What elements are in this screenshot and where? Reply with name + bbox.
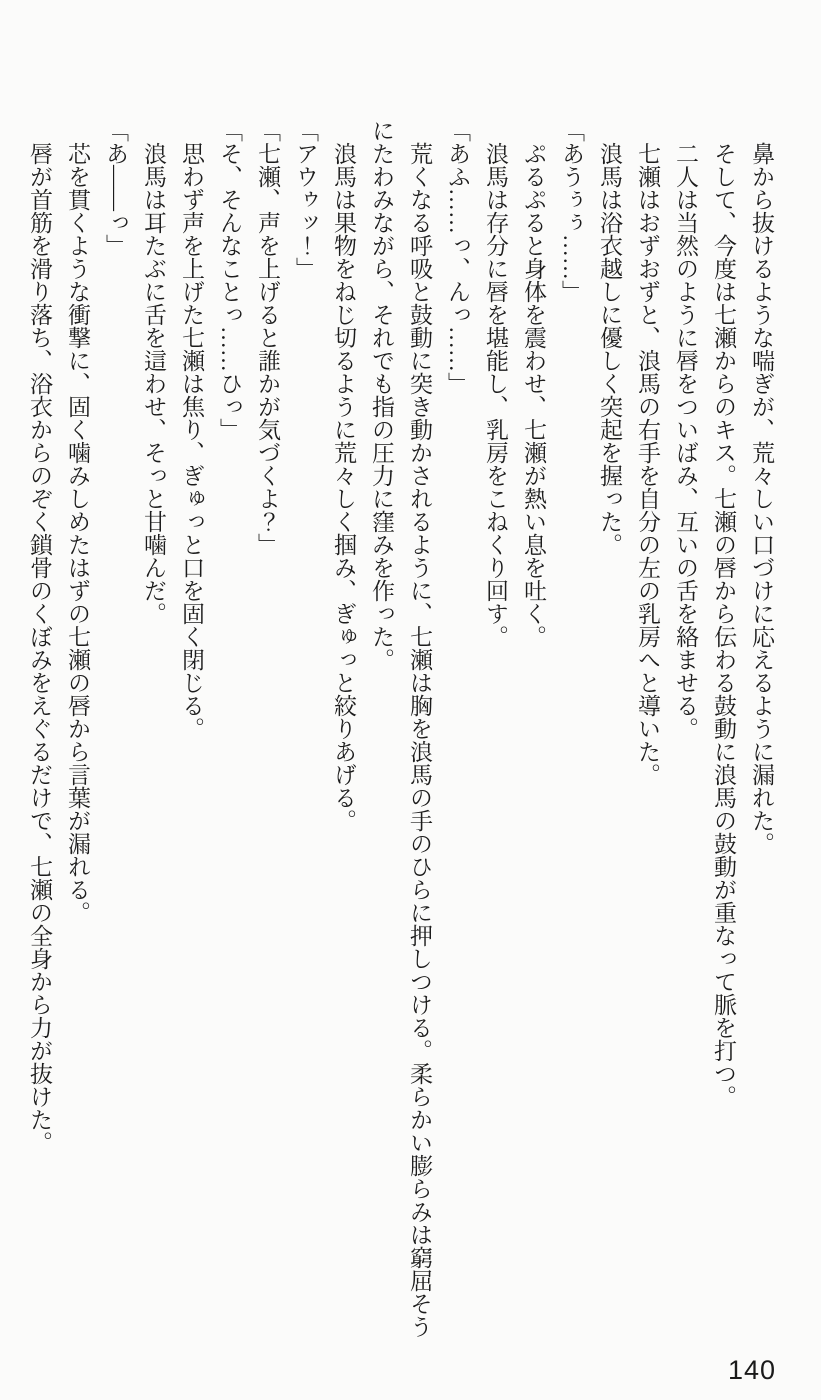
- paragraph-dialogue: 「あふ……っ、んっ……」: [445, 119, 470, 395]
- paragraph: 二人は当然のように唇をついばみ、互いの舌を絡ませる。: [673, 142, 698, 740]
- paragraph: 七瀬はおずおずと、浪馬の右手を自分の左の乳房へと導いた。: [635, 142, 660, 786]
- paragraph-dialogue: 「七瀬、声を上げると誰かが気づくよ？」: [255, 119, 280, 556]
- paragraph: 浪馬は存分に唇を堪能し、乳房をこねくり回す。: [483, 142, 508, 648]
- paragraph: 浪馬は耳たぶに舌を這わせ、そっと甘噛んだ。: [141, 142, 166, 625]
- paragraph: ぷるぷると身体を震わせ、七瀬が熱い息を吐く。: [521, 142, 546, 648]
- page-number: 140: [728, 1355, 777, 1385]
- paragraph: 思わず声を上げた七瀬は焦り、ぎゅっと口を固く閉じる。: [179, 142, 204, 740]
- paragraph: 芯を貫くような衝撃に、固く噛みしめたはずの七瀬の唇から言葉が漏れる。: [65, 142, 90, 924]
- paragraph: 唇が首筋を滑り落ち、浴衣からのぞく鎖骨のくぼみをえぐるだけで、七瀬の全身から力が抜けた。: [27, 142, 52, 1154]
- paragraph: 鼻から抜けるような喘ぎが、荒々しい口づけに応えるように漏れた。: [749, 142, 774, 855]
- paragraph: そして、今度は七瀬からのキス。七瀬の唇から伝わる鼓動に浪馬の鼓動が重なって脈を打つ。: [711, 142, 736, 1108]
- paragraph: 荒くなる呼吸と鼓動に突き動かされるように、七瀬は胸を浪馬の手のひらに押しつける。柔らかい膨らみは窮屈そうにたわみながら、それでも指の圧力に窪みを作った。: [369, 119, 432, 1338]
- paragraph: 浪馬は果物をねじ切るように荒々しく掴み、ぎゅっと絞りあげる。: [331, 142, 356, 832]
- paragraph-dialogue: 「あうぅぅ……」: [559, 119, 584, 303]
- vertical-text-block: [18, 119, 780, 1349]
- paragraph-dialogue: 「そ、そんなことっ……ひっ」: [217, 119, 242, 441]
- paragraph-dialogue: 「あ――っ」: [103, 119, 128, 257]
- paragraph-dialogue: 「アウゥッ！」: [293, 119, 318, 280]
- paragraph: 浪馬は浴衣越しに優しく突起を握った。: [597, 142, 622, 556]
